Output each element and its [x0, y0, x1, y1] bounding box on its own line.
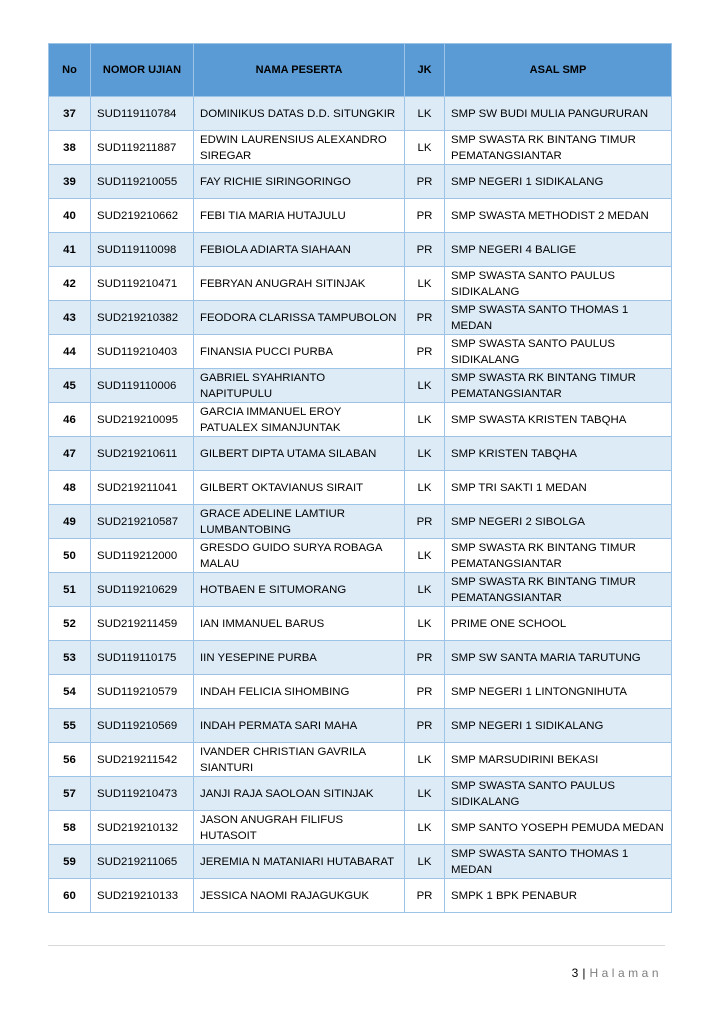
- cell-asal-smp: SMP SW SANTA MARIA TARUTUNG: [445, 641, 672, 675]
- table-row: [49, 97, 672, 131]
- cell-asal-smp: SMP NEGERI 4 BALIGE: [445, 233, 672, 267]
- table-row: [49, 505, 672, 539]
- cell-no: 54: [49, 675, 91, 709]
- cell-nama-peserta: JASON ANUGRAH FILIFUS HUTASOIT: [194, 811, 405, 845]
- cell-asal-smp: SMP SWASTA KRISTEN TABQHA: [445, 403, 672, 437]
- cell-no: 41: [49, 233, 91, 267]
- cell-no: 58: [49, 811, 91, 845]
- cell-no: 37: [49, 97, 91, 131]
- cell-jk: LK: [405, 369, 445, 403]
- cell-nama-peserta: EDWIN LAURENSIUS ALEXANDRO SIREGAR: [194, 131, 405, 165]
- header-asal-smp: ASAL SMP: [445, 44, 672, 97]
- cell-nama-peserta: FEBI TIA MARIA HUTAJULU: [194, 199, 405, 233]
- cell-nomor-ujian: SUD219211065: [91, 845, 194, 879]
- cell-jk: LK: [405, 131, 445, 165]
- cell-no: 50: [49, 539, 91, 573]
- cell-nama-peserta: FINANSIA PUCCI PURBA: [194, 335, 405, 369]
- cell-nama-peserta: GARCIA IMMANUEL EROY PATUALEX SIMANJUNTAK: [194, 403, 405, 437]
- cell-nomor-ujian: SUD119210403: [91, 335, 194, 369]
- table-row: [49, 845, 672, 879]
- cell-nomor-ujian: SUD119210055: [91, 165, 194, 199]
- table-row: [49, 471, 672, 505]
- cell-no: 52: [49, 607, 91, 641]
- table-row: [49, 165, 672, 199]
- cell-nama-peserta: INDAH FELICIA SIHOMBING: [194, 675, 405, 709]
- table-body: [49, 97, 672, 913]
- cell-asal-smp: SMP NEGERI 1 SIDIKALANG: [445, 165, 672, 199]
- cell-asal-smp: SMPK 1 BPK PENABUR: [445, 879, 672, 913]
- cell-jk: PR: [405, 675, 445, 709]
- cell-asal-smp: SMP NEGERI 1 SIDIKALANG: [445, 709, 672, 743]
- cell-nomor-ujian: SUD119210579: [91, 675, 194, 709]
- cell-asal-smp: SMP SWASTA RK BINTANG TIMUR PEMATANGSIANTAR: [445, 369, 672, 403]
- cell-asal-smp: SMP SWASTA SANTO THOMAS 1 MEDAN: [445, 301, 672, 335]
- cell-asal-smp: SMP SWASTA RK BINTANG TIMUR PEMATANGSIANTAR: [445, 573, 672, 607]
- cell-nama-peserta: FAY RICHIE SIRINGORINGO: [194, 165, 405, 199]
- cell-nama-peserta: GRACE ADELINE LAMTIUR LUMBANTOBING: [194, 505, 405, 539]
- cell-nama-peserta: GRESDO GUIDO SURYA ROBAGA MALAU: [194, 539, 405, 573]
- cell-no: 43: [49, 301, 91, 335]
- cell-jk: LK: [405, 97, 445, 131]
- header-row: [49, 44, 672, 97]
- table-row: [49, 301, 672, 335]
- cell-jk: LK: [405, 403, 445, 437]
- header-no: No: [49, 44, 91, 97]
- table-row: [49, 777, 672, 811]
- cell-asal-smp: SMP SWASTA SANTO PAULUS SIDIKALANG: [445, 777, 672, 811]
- cell-nomor-ujian: SUD119110098: [91, 233, 194, 267]
- cell-nomor-ujian: SUD119210473: [91, 777, 194, 811]
- table-row: [49, 199, 672, 233]
- cell-nama-peserta: FEODORA CLARISSA TAMPUBOLON: [194, 301, 405, 335]
- cell-nama-peserta: JEREMIA N MATANIARI HUTABARAT: [194, 845, 405, 879]
- cell-no: 47: [49, 437, 91, 471]
- cell-asal-smp: SMP TRI SAKTI 1 MEDAN: [445, 471, 672, 505]
- cell-asal-smp: SMP SWASTA SANTO PAULUS SIDIKALANG: [445, 267, 672, 301]
- cell-no: 57: [49, 777, 91, 811]
- cell-jk: LK: [405, 539, 445, 573]
- cell-nama-peserta: IIN YESEPINE PURBA: [194, 641, 405, 675]
- cell-asal-smp: SMP NEGERI 1 LINTONGNIHUTA: [445, 675, 672, 709]
- page-footer: [572, 966, 662, 980]
- cell-nomor-ujian: SUD219210611: [91, 437, 194, 471]
- cell-asal-smp: SMP KRISTEN TABQHA: [445, 437, 672, 471]
- table-row: [49, 607, 672, 641]
- cell-nomor-ujian: SUD219211542: [91, 743, 194, 777]
- table-row: [49, 879, 672, 913]
- cell-nama-peserta: IVANDER CHRISTIAN GAVRILA SIANTURI: [194, 743, 405, 777]
- cell-nama-peserta: GILBERT DIPTA UTAMA SILABAN: [194, 437, 405, 471]
- cell-asal-smp: SMP SWASTA METHODIST 2 MEDAN: [445, 199, 672, 233]
- footer-separator: |: [582, 966, 586, 980]
- cell-no: 46: [49, 403, 91, 437]
- cell-jk: PR: [405, 301, 445, 335]
- cell-no: 44: [49, 335, 91, 369]
- table-row: [49, 267, 672, 301]
- cell-no: 48: [49, 471, 91, 505]
- cell-jk: PR: [405, 505, 445, 539]
- cell-no: 56: [49, 743, 91, 777]
- cell-nomor-ujian: SUD119212000: [91, 539, 194, 573]
- cell-jk: PR: [405, 879, 445, 913]
- cell-jk: LK: [405, 777, 445, 811]
- cell-nomor-ujian: SUD219210662: [91, 199, 194, 233]
- cell-jk: LK: [405, 811, 445, 845]
- cell-nama-peserta: FEBIOLA ADIARTA SIAHAAN: [194, 233, 405, 267]
- cell-nomor-ujian: SUD119110784: [91, 97, 194, 131]
- cell-jk: PR: [405, 709, 445, 743]
- cell-no: 45: [49, 369, 91, 403]
- header-jk: JK: [405, 44, 445, 97]
- table-row: [49, 539, 672, 573]
- cell-jk: LK: [405, 607, 445, 641]
- table-row: [49, 743, 672, 777]
- cell-jk: LK: [405, 573, 445, 607]
- cell-no: 39: [49, 165, 91, 199]
- cell-nomor-ujian: SUD119210629: [91, 573, 194, 607]
- cell-jk: LK: [405, 267, 445, 301]
- header-nomor-ujian: NOMOR UJIAN: [91, 44, 194, 97]
- participant-table-container: [48, 43, 671, 913]
- header-nama-peserta: NAMA PESERTA: [194, 44, 405, 97]
- cell-nomor-ujian: SUD119110006: [91, 369, 194, 403]
- table-row: [49, 369, 672, 403]
- cell-no: 42: [49, 267, 91, 301]
- cell-nomor-ujian: SUD219211459: [91, 607, 194, 641]
- table-row: [49, 335, 672, 369]
- cell-nomor-ujian: SUD219210133: [91, 879, 194, 913]
- table-row: [49, 709, 672, 743]
- cell-no: 49: [49, 505, 91, 539]
- cell-nama-peserta: HOTBAEN E SITUMORANG: [194, 573, 405, 607]
- cell-no: 38: [49, 131, 91, 165]
- table-row: [49, 573, 672, 607]
- cell-nomor-ujian: SUD119211887: [91, 131, 194, 165]
- cell-jk: PR: [405, 641, 445, 675]
- cell-nomor-ujian: SUD119210569: [91, 709, 194, 743]
- cell-nomor-ujian: SUD219210382: [91, 301, 194, 335]
- footer-divider: [48, 945, 665, 946]
- cell-nomor-ujian: SUD219210132: [91, 811, 194, 845]
- cell-nama-peserta: INDAH PERMATA SARI MAHA: [194, 709, 405, 743]
- table-row: [49, 131, 672, 165]
- table-row: [49, 233, 672, 267]
- cell-asal-smp: SMP SWASTA RK BINTANG TIMUR PEMATANGSIANTAR: [445, 131, 672, 165]
- cell-nomor-ujian: SUD219210587: [91, 505, 194, 539]
- cell-nama-peserta: JESSICA NAOMI RAJAGUKGUK: [194, 879, 405, 913]
- cell-nama-peserta: DOMINIKUS DATAS D.D. SITUNGKIR: [194, 97, 405, 131]
- cell-jk: LK: [405, 845, 445, 879]
- cell-jk: LK: [405, 471, 445, 505]
- participant-table: [48, 43, 672, 913]
- cell-nama-peserta: GILBERT OKTAVIANUS SIRAIT: [194, 471, 405, 505]
- table-row: [49, 811, 672, 845]
- table-row: [49, 641, 672, 675]
- cell-no: 59: [49, 845, 91, 879]
- cell-jk: PR: [405, 165, 445, 199]
- cell-nomor-ujian: SUD119110175: [91, 641, 194, 675]
- table-header: [49, 44, 672, 97]
- cell-jk: PR: [405, 335, 445, 369]
- page-number: 3: [571, 966, 579, 980]
- cell-nama-peserta: FEBRYAN ANUGRAH SITINJAK: [194, 267, 405, 301]
- cell-asal-smp: SMP SANTO YOSEPH PEMUDA MEDAN: [445, 811, 672, 845]
- cell-nomor-ujian: SUD119210471: [91, 267, 194, 301]
- cell-jk: LK: [405, 437, 445, 471]
- cell-jk: PR: [405, 233, 445, 267]
- cell-no: 51: [49, 573, 91, 607]
- cell-no: 53: [49, 641, 91, 675]
- cell-jk: LK: [405, 743, 445, 777]
- cell-nama-peserta: IAN IMMANUEL BARUS: [194, 607, 405, 641]
- cell-asal-smp: SMP NEGERI 2 SIBOLGA: [445, 505, 672, 539]
- table-row: [49, 437, 672, 471]
- page-word: Halaman: [589, 966, 662, 980]
- cell-nama-peserta: JANJI RAJA SAOLOAN SITINJAK: [194, 777, 405, 811]
- cell-no: 55: [49, 709, 91, 743]
- cell-asal-smp: PRIME ONE SCHOOL: [445, 607, 672, 641]
- cell-no: 40: [49, 199, 91, 233]
- cell-asal-smp: SMP MARSUDIRINI BEKASI: [445, 743, 672, 777]
- cell-nomor-ujian: SUD219211041: [91, 471, 194, 505]
- cell-asal-smp: SMP SWASTA SANTO PAULUS SIDIKALANG: [445, 335, 672, 369]
- table-row: [49, 675, 672, 709]
- table-row: [49, 403, 672, 437]
- cell-nama-peserta: GABRIEL SYAHRIANTO NAPITUPULU: [194, 369, 405, 403]
- cell-asal-smp: SMP SWASTA RK BINTANG TIMUR PEMATANGSIANTAR: [445, 539, 672, 573]
- cell-no: 60: [49, 879, 91, 913]
- cell-nomor-ujian: SUD219210095: [91, 403, 194, 437]
- cell-jk: PR: [405, 199, 445, 233]
- cell-asal-smp: SMP SWASTA SANTO THOMAS 1 MEDAN: [445, 845, 672, 879]
- cell-asal-smp: SMP SW BUDI MULIA PANGURURAN: [445, 97, 672, 131]
